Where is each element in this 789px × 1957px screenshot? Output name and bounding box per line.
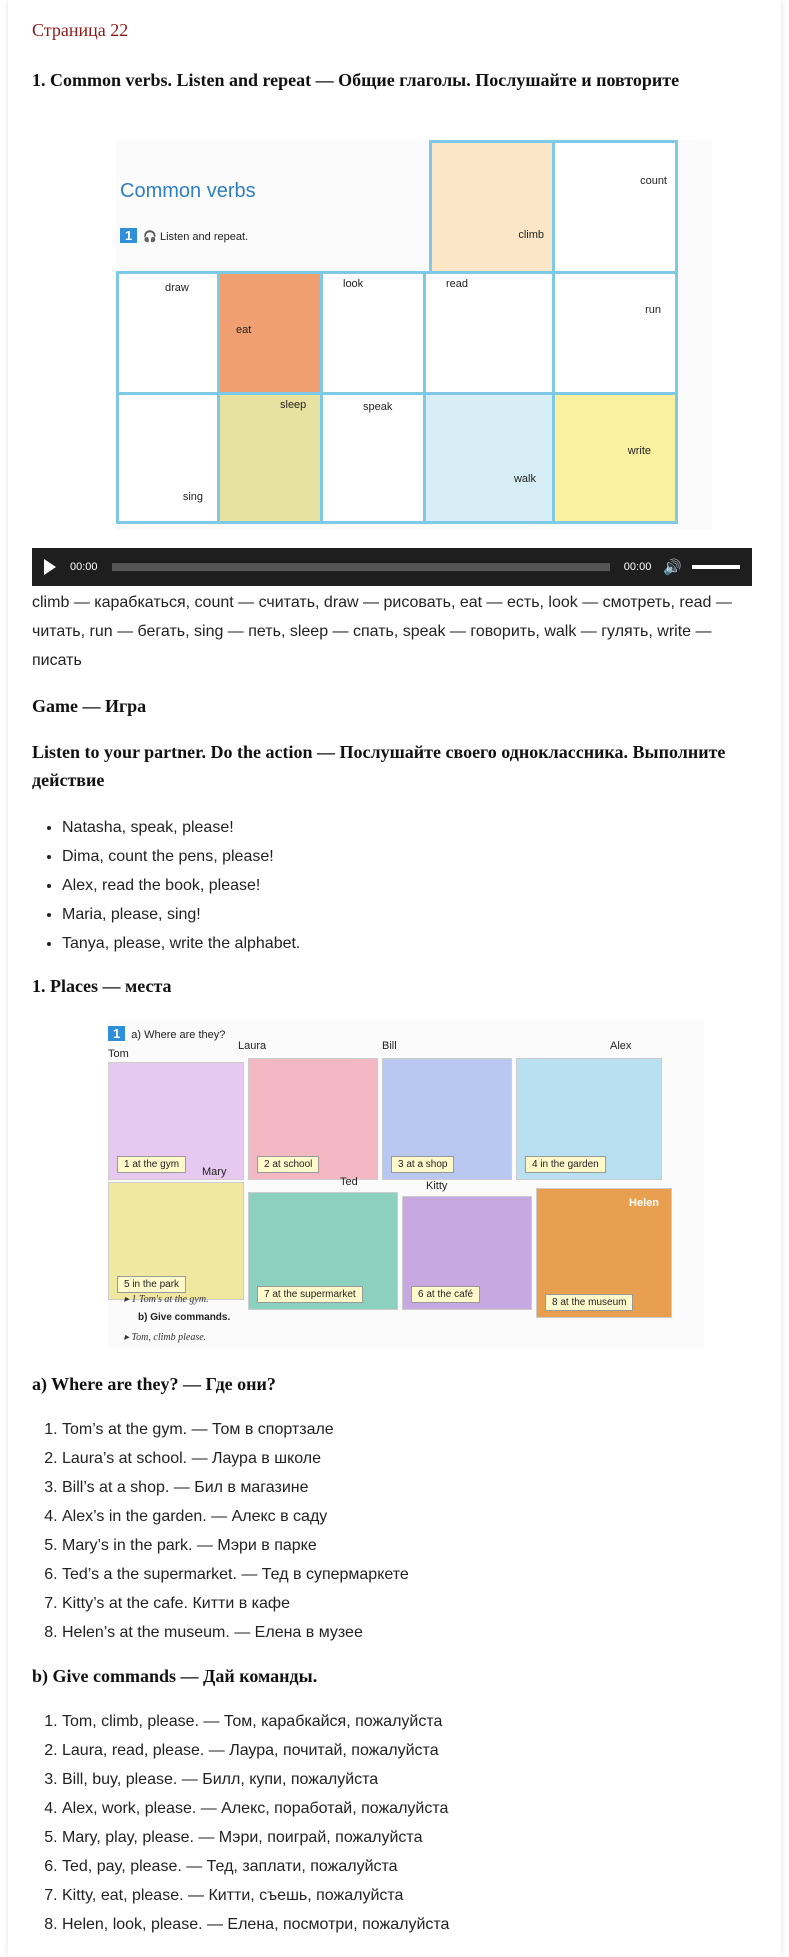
verb-label: read [446,278,469,290]
place-gym [108,1062,244,1180]
verb-label: run [645,304,661,316]
verb-label: draw [165,282,189,294]
verb-cell-read [423,271,555,395]
list-item: • Dima, count the pens, please! [62,842,782,871]
verb-cell-run [552,271,678,395]
list-item: 5. Mary, play, please. — Мэри, поиграй, пожалуйста [62,1823,782,1852]
places-figure [108,1020,704,1348]
list-item: 5. Mary’s in the park. — Мэри в парке [62,1531,782,1560]
actions-list [32,813,782,958]
exercise-number: 1 [120,228,137,243]
place-supermarket [248,1192,398,1310]
current-time: 00:00 [70,561,98,573]
heading-places: 1. Places — места [32,976,172,996]
places-question [108,1026,225,1041]
list-item: 1. Tom’s at the gym. — Том в спортзале [62,1415,782,1444]
list-item: 4. Alex, work, please. — Алекс, поработай, пожалуйста [62,1794,782,1823]
common-verbs-figure [116,140,712,530]
place-shop [382,1058,512,1180]
place-cafe [402,1196,532,1310]
verb-label: write [627,445,651,457]
person-name: Tom [108,1048,129,1060]
verb-cell-write [552,392,678,524]
verb-cell-speak [320,392,426,524]
example-answer: ▸ 1 Tom's at the gym. [124,1294,209,1305]
place-tag: 1 at the gym [117,1156,186,1173]
total-time: 00:00 [623,561,652,573]
volume-icon[interactable]: 🔊 [663,559,682,576]
verb-label: speak [363,401,393,413]
headphones-icon: 🎧 [143,231,157,243]
place-school [248,1058,378,1180]
commands-label: b) Give commands. [138,1312,231,1323]
seek-bar[interactable] [112,563,610,571]
verb-cell-climb [429,140,555,274]
vocabulary-text: climb — карабкаться, count — считать, draw — рисовать, eat — есть, look — смотреть, read — читать, run — бегать, sing — петь, sleep — спать, speak — говорить, walk — гулять, write — писать [32,594,732,669]
volume-slider[interactable] [692,565,740,569]
heading-commands: b) Give commands — Дай команды. [32,1666,318,1686]
figure-title: Common verbs [120,180,256,202]
verb-cell-eat [217,271,323,395]
heading-game: Game — Игра [32,696,147,716]
place-park [108,1182,244,1300]
place-tag: 5 in the park [117,1276,186,1293]
list-item: 2. Laura’s at school. — Лаура в школе [62,1444,782,1473]
place-tag: 6 at the café [411,1286,480,1303]
audio-player [32,548,752,586]
page [8,0,781,1957]
list-item: 3. Bill, buy, please. — Билл, купи, пожалуйста [62,1765,782,1794]
place-tag: 8 at the museum [545,1294,633,1311]
person-name: Bill [382,1040,397,1052]
verb-cell-count [552,140,678,274]
list-item: 4. Alex’s in the garden. — Алекс в саду [62,1502,782,1531]
verb-cell-sing [116,392,220,524]
heading-where: a) Where are they? — Где они? [32,1374,276,1394]
commands-list [32,1707,782,1939]
list-item: • Alex, read the book, please! [62,871,782,900]
verb-cell-sleep [217,392,323,524]
list-item: • Tanya, please, write the alphabet. [62,929,782,958]
example-command: ▸ Tom, climb please. [124,1332,207,1343]
list-item: 8. Helen, look, please. — Елена, посмотри, пожалуйста [62,1910,782,1939]
list-item: 2. Laura, read, please. — Лаура, почитай, пожалуйста [62,1736,782,1765]
heading-common-verbs: 1. Common verbs. Listen and repeat — Общие глаголы. Послушайте и повторите [32,70,680,90]
list-item: 6. Ted, pay, please. — Тед, заплати, пожалуйста [62,1852,782,1881]
list-item: 3. Bill’s at a shop. — Бил в магазине [62,1473,782,1502]
list-item: 1. Tom, climb, please. — Том, карабкайся, пожалуйста [62,1707,782,1736]
example-text: Tom, climb please. [131,1332,207,1343]
person-name: Kitty [426,1180,448,1192]
list-item: 7. Kitty’s at the cafe. Китти в кафе [62,1589,782,1618]
person-name: Mary [202,1166,227,1178]
place-tag: 7 at the supermarket [257,1286,363,1303]
person-name: Laura [238,1040,267,1052]
heading-listen: Listen to your partner. Do the action — Послушайте своего одноклассника. Выполните действие [32,742,726,790]
place-tag: 4 in the garden [525,1156,606,1173]
place-museum [536,1188,672,1318]
place-tag: 3 at a shop [391,1156,454,1173]
verb-label: eat [236,324,252,336]
verb-cell-draw [116,271,220,395]
verb-cell-look [320,271,426,395]
list-item: 8. Helen’s at the museum. — Елена в музее [62,1618,782,1647]
list-item: • Natasha, speak, please! [62,813,782,842]
example-text: Tom's at the gym. [139,1294,209,1305]
place-tag: 2 at school [257,1156,319,1173]
exercise-number: 1 [108,1026,125,1041]
verb-label: climb [518,229,544,241]
question-text: a) Where are they? [131,1029,226,1041]
list-item: 6. Ted’s a the supermarket. — Тед в супермаркете [62,1560,782,1589]
verb-label: look [343,278,364,290]
verb-label: sleep [280,399,307,411]
verb-cell-walk [423,392,555,524]
place-garden [516,1058,662,1180]
person-name: Ted [340,1176,358,1188]
verb-label: count [640,175,667,187]
subtitle-text: Listen and repeat. [160,231,249,243]
person-name: Alex [610,1040,632,1052]
list-item: • Maria, please, sing! [62,900,782,929]
page-label: Страница 22 [32,20,129,40]
where-list [32,1415,782,1647]
verb-label: sing [182,491,203,503]
verb-label: walk [513,473,536,485]
person-name: Helen [629,1197,659,1209]
list-item: 7. Kitty, eat, please. — Китти, съешь, пожалуйста [62,1881,782,1910]
play-icon[interactable] [44,559,56,575]
figure-subtitle [120,228,248,243]
